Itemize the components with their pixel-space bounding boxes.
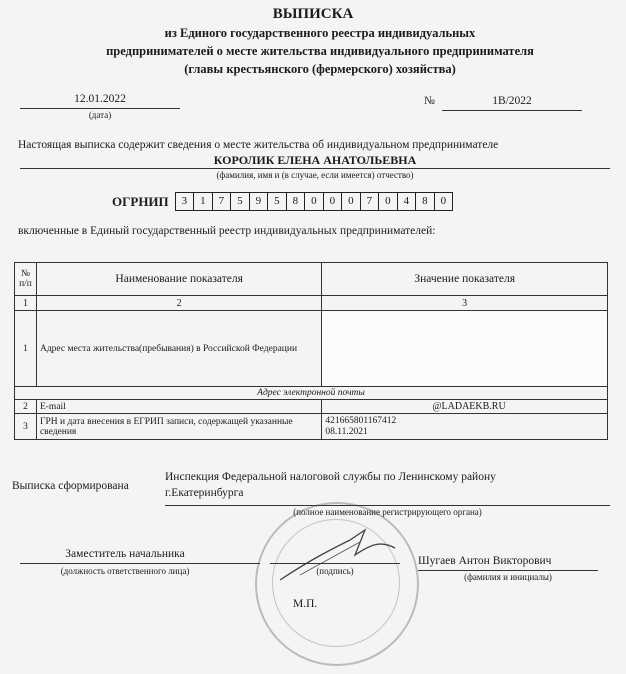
col-num-header: № п/п [15, 263, 37, 296]
table-row [15, 414, 608, 440]
ogrnip-digit: 0 [440, 195, 447, 207]
ogrnip-digit: 5 [231, 193, 250, 210]
col-number: 1 [15, 296, 37, 311]
ogrnip-digit: 4 [398, 193, 417, 210]
ogrnip-digit: 8 [287, 193, 306, 210]
signature [270, 520, 410, 590]
signature-caption: (подпись) [316, 566, 354, 576]
grn-date: 08.11.2021 [325, 426, 368, 437]
row-value [322, 414, 608, 440]
row-value-redacted [322, 311, 608, 387]
document-number: 1В/2022 [492, 95, 532, 107]
subtitle-line-2: предпринимателей о месте жительства индивидуального предпринимателя [106, 44, 534, 58]
row-name: Адрес места жительства(пребывания) в Российской Федерации [36, 311, 321, 387]
person-caption: (фамилия, имя и (в случае, если имеется) отчество) [216, 170, 414, 180]
stamp-place: М.П. [293, 598, 318, 610]
ogrnip-digit: 7 [361, 193, 380, 210]
ogrnip-digit: 7 [213, 193, 232, 210]
position-caption: (должность ответственного лица) [60, 566, 190, 576]
org-underline [165, 505, 610, 506]
info-table [14, 262, 608, 440]
ogrnip-digit: 0 [379, 193, 398, 210]
person-name: КОРОЛИК ЕЛЕНА АНАТОЛЬЕВНА [213, 153, 417, 167]
formed-org-line-1: Инспекция Федеральной налоговой службы по Ленинскому району [165, 471, 496, 483]
row-name: E-mail [36, 400, 321, 414]
row-num: 3 [15, 414, 37, 440]
formed-org-line-2: г.Екатеринбурга [165, 487, 244, 499]
ogrnip-label: ОГРНИП [112, 193, 169, 209]
ogrnip-digit: 5 [268, 193, 287, 210]
signatory-name-caption: (фамилия и инициалы) [464, 572, 552, 582]
ogrnip-digit: 0 [305, 193, 324, 210]
signatory-name-underline [418, 570, 598, 571]
section-email-heading: Адрес электронной почты [15, 387, 608, 400]
table-row [15, 400, 608, 414]
ogrnip-digit: 8 [416, 193, 435, 210]
row-num: 2 [15, 400, 37, 414]
date-caption: (дата) [88, 110, 112, 120]
issue-date: 12.01.2022 [74, 93, 126, 105]
grn-number: 421665801167412 [325, 415, 397, 426]
ogrnip-digit-boxes [175, 192, 454, 211]
org-caption: (полное наименование регистрирующего органа) [293, 507, 482, 517]
ogrnip-digit: 3 [176, 193, 195, 210]
col-name-header: Наименование показателя [36, 263, 321, 296]
name-underline [20, 168, 610, 169]
document-subtitle [40, 24, 600, 78]
date-underline [20, 108, 180, 109]
signatory-position: Заместитель начальника [65, 548, 185, 560]
number-underline [442, 110, 582, 111]
ogrnip-block [112, 192, 453, 211]
document-title: ВЫПИСКА [272, 6, 354, 22]
included-text: включенные в Единый государственный реестр индивидуальных предпринимателей: [18, 225, 436, 237]
signature-underline [270, 563, 400, 564]
col-number: 3 [322, 296, 608, 311]
row-value: @LADAEKB.RU [322, 400, 608, 414]
ogrnip-digit: 9 [250, 193, 269, 210]
document-number-label: № [424, 95, 435, 107]
ogrnip-digit: 0 [342, 193, 361, 210]
table-header-row [15, 263, 608, 296]
position-underline [20, 563, 260, 564]
ogrnip-digit: 1 [194, 193, 213, 210]
table-column-numbers [15, 296, 608, 311]
subtitle-line-1: из Единого государственного реестра индивидуальных [164, 26, 476, 40]
ogrnip-digit: 0 [324, 193, 343, 210]
table-section-row [15, 387, 608, 400]
intro-text: Настоящая выписка содержит сведения о месте жительства об индивидуальном предпринимателе [18, 139, 499, 151]
subtitle-line-3: (главы крестьянского (фермерского) хозяйства) [184, 62, 456, 76]
row-name: ГРН и дата внесения в ЕГРИП записи, содержащей указанные сведения [36, 414, 321, 440]
signatory-name: Шугаев Антон Викторович [418, 555, 552, 567]
col-value-header: Значение показателя [322, 263, 608, 296]
col-number: 2 [36, 296, 321, 311]
formed-label: Выписка сформирована [12, 480, 129, 492]
row-num: 1 [15, 311, 37, 387]
table-row [15, 311, 608, 387]
